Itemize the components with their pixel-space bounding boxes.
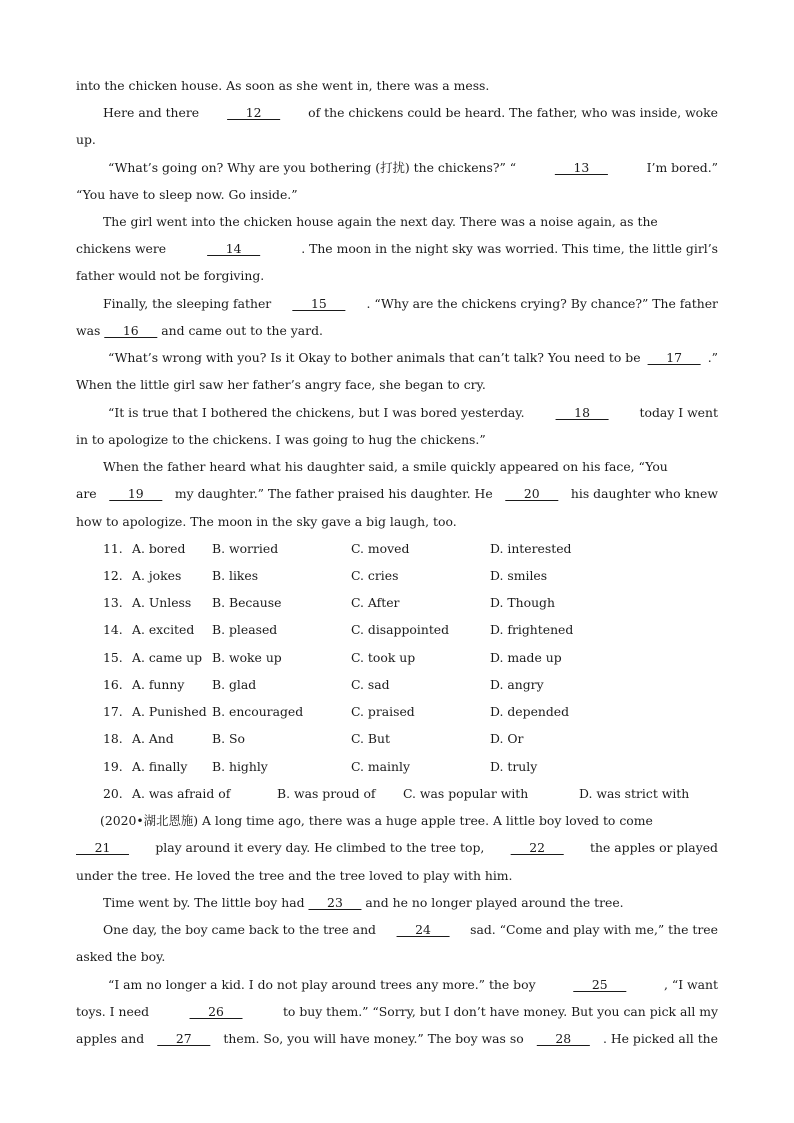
passage2-line [108,977,718,993]
blank-19: ___19___ [109,486,163,501]
passage2-line: asked the boy. [76,949,166,964]
passage1-line: in to apologize to the chickens. I was going to hug the chickens.” [76,432,486,447]
option-a: A. jokes [132,568,182,583]
option-b: B. was proud of [277,786,376,801]
blank-17: ___17___ [647,350,701,365]
text-segment: toys. I need [76,1004,150,1019]
text-segment: them. So, you will have money.” The boy was so [223,1031,524,1046]
passage1-line [103,296,718,312]
text-segment: , “I want [664,977,718,992]
option-b: B. woke up [212,650,282,665]
passage1-line [108,350,718,366]
blank-25: ___25___ [573,977,627,992]
question-number: 20. [103,786,123,801]
passage1-line: When the little girl saw her father’s angry face, she began to cry. [76,377,486,392]
text-segment: One day, the boy came back to the tree and [103,922,376,937]
blank-14: ___14___ [207,241,261,256]
option-d: D. depended [490,704,570,719]
text-segment: are [76,486,97,501]
passage1-line [108,160,718,176]
question-number: 12. [103,568,123,583]
text-segment: “I am no longer a kid. I do not play around trees any more.” the boy [108,977,536,992]
option-b: B. highly [212,759,268,774]
option-b: B. pleased [212,622,278,637]
option-b: B. So [212,731,245,746]
text-segment: . He picked all the [602,1031,718,1046]
blank-13: ___13___ [554,160,608,175]
passage2-line [76,840,718,856]
passage1-line: up. [76,132,96,147]
text-segment: sad. “Come and play with me,” the tree [470,922,718,937]
blank-16: ___16___ [104,323,158,338]
option-a: A. was afraid of [132,786,231,801]
text-segment: the apples or played [590,840,718,855]
text-segment: of the chickens could be heard. The father, who was inside, woke [308,105,718,120]
question-number: 16. [103,677,123,692]
option-c: C. After [351,595,400,610]
option-b: B. glad [212,677,257,692]
option-c: C. But [351,731,390,746]
text-segment: Time went by. The little boy had [103,895,305,910]
option-d: D. Though [490,595,555,610]
text-segment: “What’s wrong with you? Is it Okay to bother animals that can’t talk? You need to be [108,350,641,365]
text-segment: was [76,323,101,338]
blank-28: ___28___ [536,1031,590,1046]
passage2-line [103,895,624,911]
question-number: 18. [103,731,123,746]
passage1-line [76,486,718,502]
passage2-line [76,1004,718,1020]
option-a: A. came up [132,650,203,665]
passage1-line: father would not be forgiving. [76,268,265,283]
option-b: B. Because [212,595,282,610]
question-number: 17. [103,704,123,719]
passage1-line: “You have to sleep now. Go inside.” [76,187,298,202]
passage2-line: under the tree. He loved the tree and the tree loved to play with him. [76,868,513,883]
text-segment: “What’s going on? Why are you bothering (打扰) the chickens?” “ [108,160,517,175]
option-c: C. sad [351,677,390,692]
text-segment: apples and [76,1031,145,1046]
option-d: D. Or [490,731,524,746]
text-segment: Finally, the sleeping father [103,296,272,311]
option-d: D. interested [490,541,572,556]
text-segment: today I went [639,405,718,420]
text-segment: his daughter who knew [570,486,718,501]
blank-22: ___22___ [510,840,564,855]
text-segment: “It is true that I bothered the chickens, but I was bored yesterday. [108,405,525,420]
passage2-line: (2020•湖北恩施) A long time ago, there was a huge apple tree. A little boy loved to come [100,813,653,828]
blank-20: ___20___ [505,486,559,501]
option-c: C. was popular with [403,786,529,801]
option-a: A. excited [132,622,195,637]
passage1-line: The girl went into the chicken house again the next day. There was a noise again, as the [103,214,658,229]
question-number: 19. [103,759,123,774]
option-c: C. mainly [351,759,410,774]
text-segment: chickens were [76,241,167,256]
option-a: A. Punished [132,704,207,719]
blank-27: ___27___ [157,1031,211,1046]
option-a: A. bored [132,541,186,556]
text-segment: and he no longer played around the tree. [365,895,624,910]
passage1-line [108,405,718,421]
option-c: C. moved [351,541,410,556]
text-segment: . The moon in the night sky was worried. This time, the little girl’s [301,241,718,256]
text-segment: and came out to the yard. [161,323,323,338]
blank-23: ___23___ [308,895,362,910]
option-c: C. took up [351,650,416,665]
option-a: A. Unless [132,595,192,610]
passage1-line [76,241,718,257]
option-d: D. smiles [490,568,548,583]
text-segment: .” [707,350,718,365]
passage2-line [76,1031,718,1047]
option-c: C. praised [351,704,415,719]
passage1-line: how to apologize. The moon in the sky gave a big laugh, too. [76,514,457,529]
text-segment: to buy them.” “Sorry, but I don’t have money. But you can pick all my [282,1004,718,1019]
blank-18: ___18___ [555,405,609,420]
option-d: D. frightened [490,622,574,637]
option-d: D. made up [490,650,562,665]
text-segment: . “Why are the chickens crying? By chance?” The father [366,296,718,311]
passage1-line [103,105,718,121]
option-d: D. was strict with [579,786,690,801]
text-segment: Here and there [103,105,200,120]
passage2-line [103,922,718,938]
option-d: D. angry [490,677,544,692]
blank-15: ___15___ [292,296,346,311]
option-b: B. worried [212,541,279,556]
blank-12: ___12___ [227,105,281,120]
blank-26: ___26___ [189,1004,243,1019]
question-number: 15. [103,650,123,665]
passage1-line: When the father heard what his daughter said, a smile quickly appeared on his face, “You [103,459,668,474]
text-segment: play around it every day. He climbed to the tree top, [155,840,485,855]
option-a: A. And [132,731,174,746]
option-c: C. cries [351,568,399,583]
question-number: 13. [103,595,123,610]
question-number: 11. [103,541,123,556]
text-segment: my daughter.” The father praised his daughter. He [174,486,493,501]
passage1-line [76,323,323,339]
text-segment: I’m bored.” [646,160,718,175]
blank-21: ___21___ [76,840,129,855]
blank-24: ___24___ [396,922,450,937]
option-a: A. funny [132,677,185,692]
option-b: B. encouraged [212,704,304,719]
option-d: D. truly [490,759,538,774]
question-number: 14. [103,622,123,637]
option-b: B. likes [212,568,259,583]
option-c: C. disappointed [351,622,450,637]
option-a: A. finally [132,759,188,774]
passage1-line: into the chicken house. As soon as she went in, there was a mess. [76,78,490,93]
